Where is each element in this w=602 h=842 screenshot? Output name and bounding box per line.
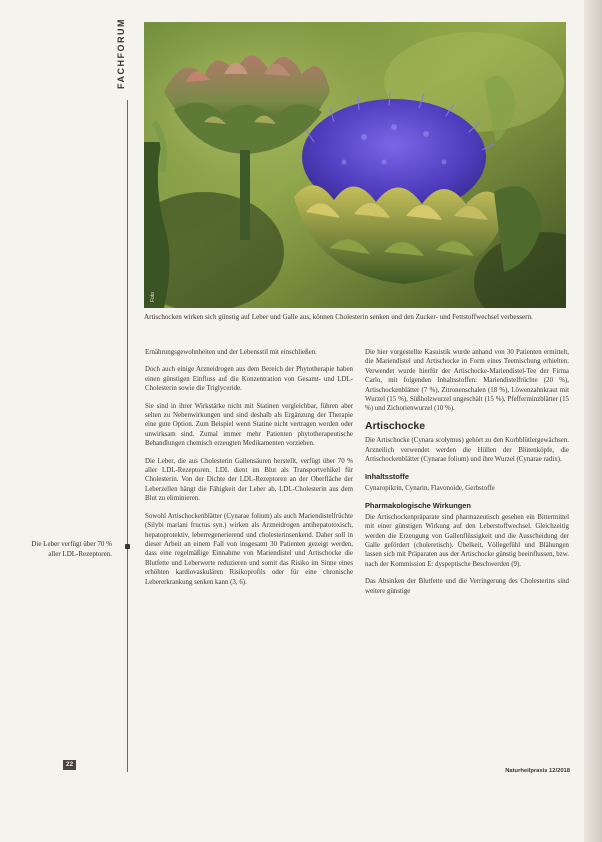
footer-issue: Naturheilpraxis 12/2018 bbox=[505, 768, 570, 774]
heading-inhaltsstoffe: Inhaltsstoffe bbox=[365, 472, 409, 482]
svg-text:Foto: Foto bbox=[150, 291, 156, 302]
rule-marker bbox=[125, 544, 130, 549]
scan-edge-shadow bbox=[584, 0, 602, 842]
paragraph: Cynaropikrin, Cynarin, Flavonoide, Gerbstoffe bbox=[365, 484, 495, 492]
paragraph: Die Artischockenpräparate sind pharmazeutisch gesehen ein Bittermittel mit einer günstigen Wirkung auf den Leberstoffwechsel. Gleichzeitig werden die Erzeugung von Gallenflüssigkeit und die Ausscheidung der Galle gefördert (choleretisch). Übelkeit, Völlegefühl und Blähungen lassen sich mit Präparaten aus der Artischocke günstig beeinflussen, bzw. nach der Kommission E: dyspeptische Beschwerden (9). bbox=[365, 513, 569, 568]
paragraph: Ernährungsgewohnheiten und der Lebensstil mit einschließen. bbox=[145, 349, 317, 356]
heading-wirkungen: Pharmakologische Wirkungen bbox=[365, 501, 471, 511]
paragraph: Sowohl Artischockenblätter (Cynarae folium) als auch Mariendistelfrüchte (Silybi mariani fructus syn.) wirken als Arzneidrogen antihepatotoxisch, hepatoprotektiv, leberregenerierend und cholesterinsenkend. Daher soll in dieser Arbeit an einem Fall von insgesamt 30 Patienten gezeigt werden, dass eine regelmäßige Einnahme von Mariendistel und Artischocke die Blutfette und Leberwerte reduzieren und somit das Risiko im Sinne eines erhöhten kardiovaskulären Risikoprofils oder für eine chronische Lebererkrankung senken kann (3, 6). bbox=[145, 512, 353, 586]
paragraph: Das Absinken der Blutfette und die Verringerung des Cholesterins sind weitere günstige bbox=[365, 578, 569, 595]
paragraph: Die hier vorgestellte Kasuistik wurde anhand von 30 Patienten ermittelt, die Mariendistel und Artischocke in Form eines Teemischung erhielten. Verwendet wurde hierfür der Artischocke-Mariendistel-Tee der Firma Carlo, mit folgenden Inhaltsstoffen: Mariendistelfrüchte (20 %), Artischockenblätter (7 %), Zitronenschalen (18 %), Löwenzahnkraut mit Wurzel (15 %), Süßholzwurzel ungeschält (15 %), Pfefferminzblätter (15 %) und Zichorienwurzel (10 %). bbox=[365, 349, 569, 413]
photo-caption: Artischocken wirken sich günstig auf Leber und Galle aus, können Cholesterin senken und den Zucker- und Fettstoffwechsel verbessern. bbox=[144, 313, 533, 321]
section-label: FACHFORUM bbox=[116, 18, 126, 89]
right-column bbox=[365, 348, 569, 604]
artichoke-photo bbox=[144, 22, 566, 308]
margin-note: Die Leber verfügt über 70 % aller LDL-Rezeptoren. bbox=[31, 540, 112, 558]
paragraph: Sie sind in ihrer Wirkstärke nicht mit Statinen vergleichbar, führen aber selten zu Nebenwirkungen und sind deshalb als Ergänzung der Therapie eine gute Option. Zum Beispiel wenn Statine nicht vertragen werden oder unwirksam sind. Zumal immer mehr Patienten phytotherapeutische Behandlungen chemisch erzeugten Medikamenten vorziehen. bbox=[145, 402, 353, 448]
paragraph: Doch auch einige Arzneidrogen aus dem Bereich der Phytotherapie haben einen günstigen Einfluss auf die Konzentration von Gesamt- und LDL-Cholesterin sowie die Triglyceride. bbox=[145, 366, 353, 393]
left-column bbox=[145, 348, 353, 595]
paragraph: Die Leber, die aus Cholesterin Gallensäuren herstellt, verfügt über 70 % aller LDL-Rezeptoren. LDL dient im Blut als Transportvehikel für Cholesterin. Von der Dichte der LDL-Rezeptoren an der Oberfläche der Leberzellen hängt die Fähigkeit der Leber ab, LDL-Cholesterin aus dem Blut zu eliminieren. bbox=[145, 457, 353, 503]
heading-artischocke: Artischocke bbox=[365, 419, 426, 432]
page-number: 22 bbox=[63, 760, 76, 770]
vertical-rule bbox=[127, 100, 128, 772]
paragraph: Die Artischocke (Cynara scolymus) gehört zu den Korbblütlergewächsen. Arzneilich verwendet werden die Hüllen der Blütenköpfe, die Artischockenblätter (Cynarae folium) und ihre Wurzel (Cynarae radix). bbox=[365, 437, 569, 464]
